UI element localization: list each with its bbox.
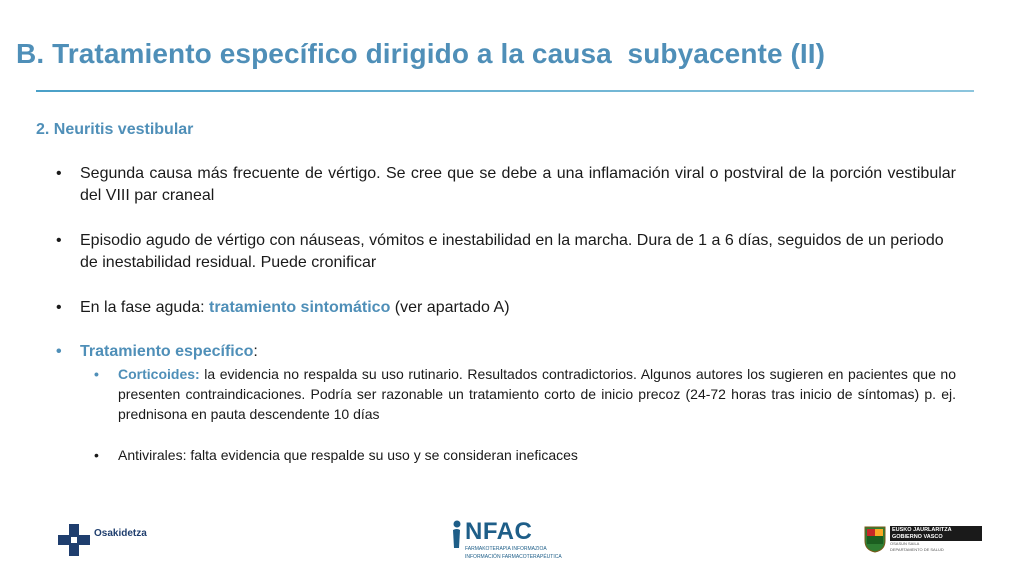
gov-dept-es: DEPARTAMENTO DE SALUD — [890, 546, 944, 552]
highlight-specific-treatment: Tratamiento específico — [80, 343, 254, 360]
bullet-item-episode — [56, 230, 956, 274]
bullet-dot: • — [56, 299, 62, 316]
sub-bullet-dot: • — [94, 447, 99, 463]
gov-name-es: GOBIERNO VASCO — [892, 533, 943, 540]
slide-content — [56, 163, 956, 363]
infac-wordmark: NFAC — [465, 518, 533, 545]
gov-name-eu: EUSKO JAURLARITZA — [892, 526, 952, 533]
slide-title: B. Tratamiento específico dirigido a la causa subyacente (II) — [16, 38, 826, 69]
highlight-corticoids: Corticoides: — [118, 366, 200, 382]
sub-bullet-dot: • — [94, 366, 99, 382]
bullet-text-suffix: : — [253, 343, 258, 360]
osakidetza-cross-icon — [58, 524, 90, 556]
sub-content — [56, 364, 956, 465]
highlight-symptomatic-treatment: tratamiento sintomático — [208, 299, 391, 316]
bullet-text-suffix: (ver apartado A) — [390, 299, 510, 316]
sub-bullet-antivirals — [56, 445, 956, 465]
bullet-text-prefix: En la fase aguda: — [80, 299, 209, 316]
bullet-dot: • — [56, 232, 62, 249]
infac-figure-icon — [450, 520, 464, 550]
gov-text-block — [890, 526, 982, 553]
sub-bullet-corticoids — [56, 364, 956, 424]
gobierno-vasco-logo — [863, 525, 982, 553]
infac-subtitle-2: INFORMACIÓN FARMACOTERAPÉUTICA — [465, 554, 562, 560]
infac-subtitle-1: FARMAKOTERAPIA INFORMAZIOA — [465, 546, 547, 552]
osakidetza-logo — [58, 524, 147, 556]
section-heading: 2. Neuritis vestibular — [36, 121, 194, 138]
infac-text-block — [465, 520, 562, 560]
bullet-item-acute-phase — [56, 297, 956, 319]
gov-dept-eu: OSASUN SAILA — [890, 540, 920, 546]
coat-of-arms-icon — [863, 525, 887, 553]
sub-bullet-text: Antivirales: falta evidencia que respalde su uso y se consideran ineficaces — [118, 447, 578, 463]
osakidetza-name: Osakidetza — [94, 527, 147, 539]
bullet-dot: • — [56, 343, 62, 360]
bullet-text: Episodio agudo de vértigo con náuseas, vómitos e inestabilidad en la marcha. Dura de 1 a 6 días, seguidos de un periodo de inestabilidad residual. Puede cronificar — [80, 232, 944, 271]
gov-name-box — [890, 526, 982, 541]
infac-logo — [450, 520, 562, 560]
bullet-item-cause — [56, 163, 956, 207]
sub-bullet-text: la evidencia no respalda su uso rutinario. Resultados contradictorios. Algunos autores los sugieren en pacientes que no presenten contraindicaciones. Podría ser razonable un tratamiento corto de inicio precoz (24-72 horas tras inicio de síntomas) p. ej. prednisona en pauta descendente 10 días — [118, 366, 956, 422]
title-divider — [36, 90, 974, 92]
bullet-item-specific-treatment — [56, 341, 956, 363]
bullet-text: Segunda causa más frecuente de vértigo. Se cree que se debe a una inflamación viral o postviral de la porción vestibular del VIII par craneal — [80, 165, 956, 204]
bullet-dot: • — [56, 165, 62, 182]
